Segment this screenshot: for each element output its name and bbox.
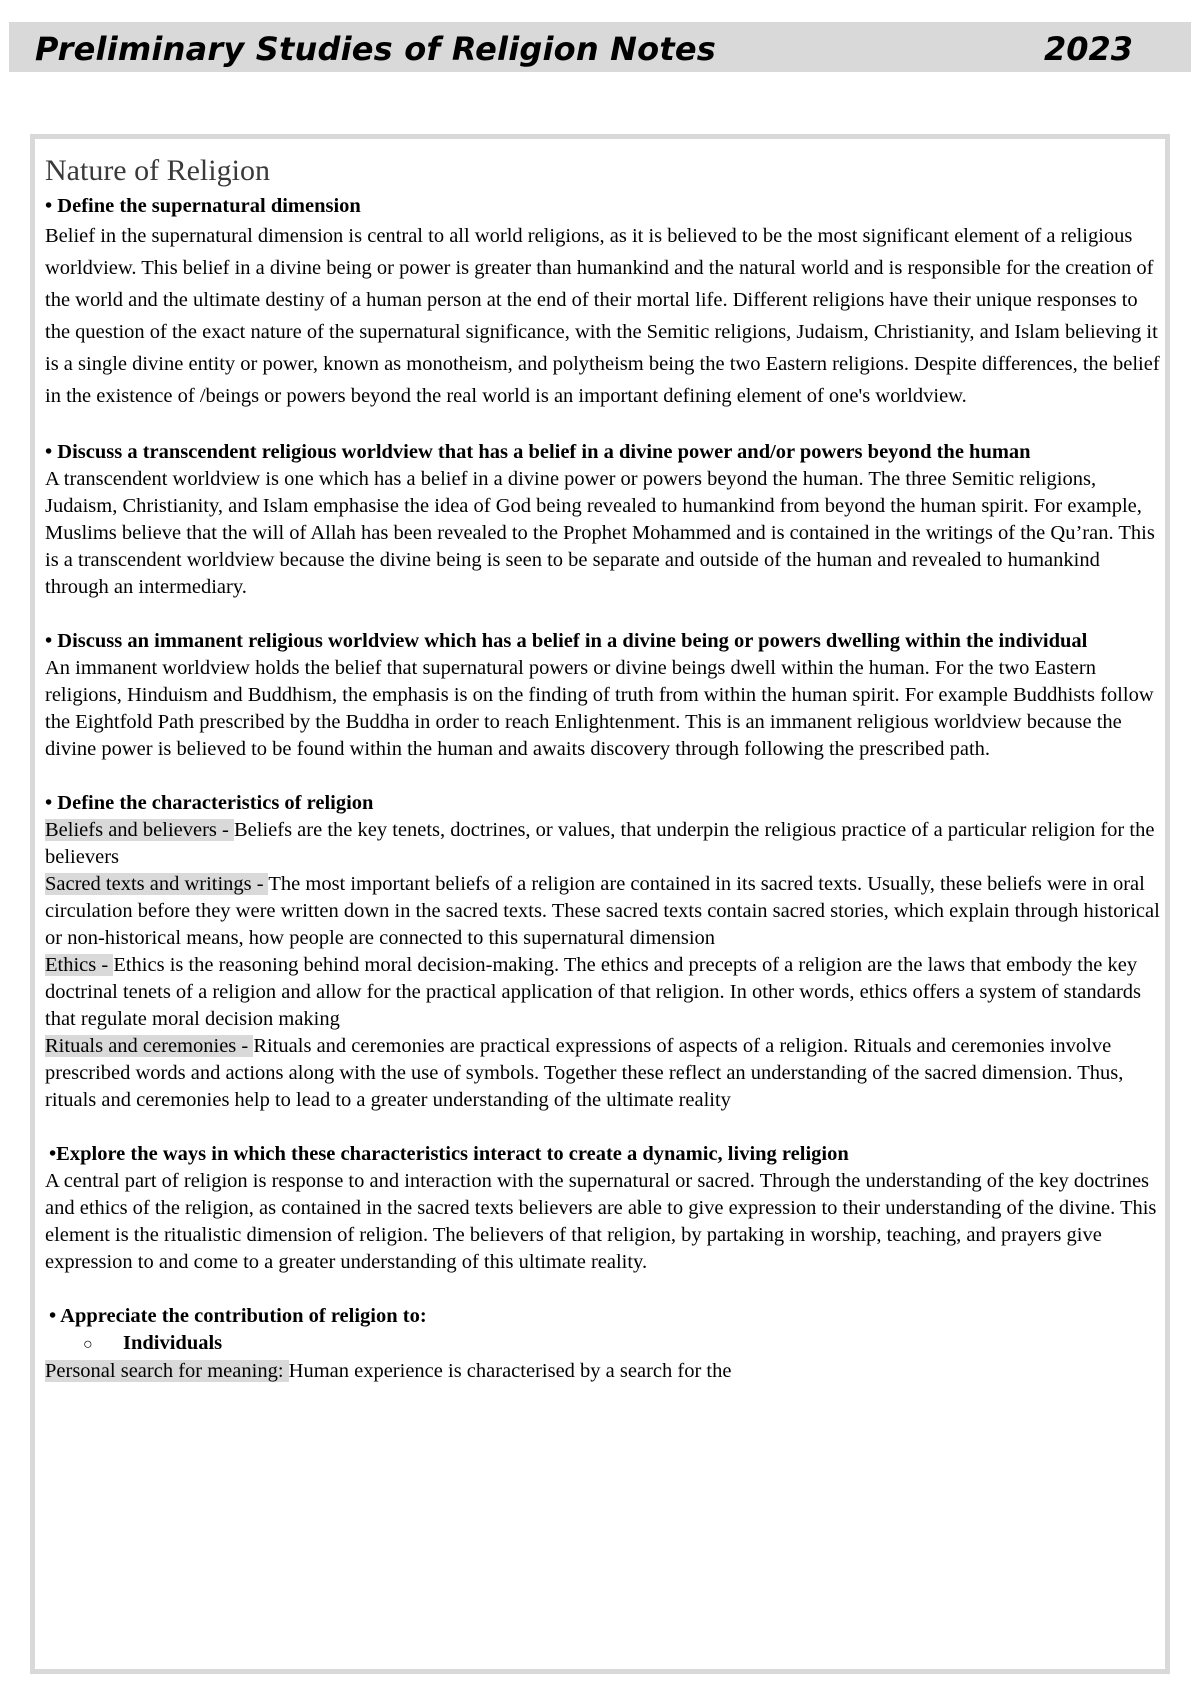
section-heading: Nature of Religion xyxy=(45,154,270,187)
characteristic-term: Beliefs and believers - xyxy=(45,819,234,841)
characteristic-text: Rituals and ceremonies are practical expressions of aspects of a religion. Rituals and ceremonies involve prescribed words and actions along with the use of symbols. Together these reflect an understanding of the sacred dimension. Thus, rituals and ceremonies help to lead to a greater understanding of the ultimate reality xyxy=(45,1035,1124,1111)
answer-supernatural: Belief in the supernatural dimension is central to all world religions, as it is believed to be the most significant element of a religious worldview. This belief in a divine being or power is greater than humankind and the natural world and is responsible for the creation of the world and the ultimate destiny of a human person at the end of their mortal life. Different religions have their unique responses to the question of the exact nature of the supernatural significance, with the Semitic religions, Judaism, Christianity, and Islam believing it is a single divine entity or power, known as monotheism, and polytheism being the two Eastern religions. Despite differences, the belief in the existence of /beings or powers beyond the real world is an important defining element of one's worldview. xyxy=(45,225,1160,407)
characteristic-item xyxy=(45,817,1167,871)
sub-bullet-individuals xyxy=(83,1330,1167,1358)
document-year: 2023 xyxy=(1043,30,1133,68)
question-supernatural: • Define the supernatural dimension xyxy=(45,195,361,217)
characteristic-item xyxy=(45,1033,1167,1114)
answer-immanent: An immanent worldview holds the belief that supernatural powers or divine beings dwell within the human. For the two Eastern religions, Hinduism and Buddhism, the emphasis is on the finding of truth from within the human spirit. For example Buddhists follow the Eightfold Path prescribed by the Buddha in order to reach Enlightenment. This is an immanent religious worldview because the divine power is believed to be found within the human and awaits discovery through following the prescribed path. xyxy=(45,657,1154,760)
characteristic-term: Ethics - xyxy=(45,954,114,976)
answer-transcendent: A transcendent worldview is one which has a belief in a divine power or powers beyond the human. The three Semitic religions, Judaism, Christianity, and Islam emphasise the idea of God being revealed to humankind from beyond the human spirit. For example, Muslims believe that the will of Allah has been revealed to the Prophet Mohammed and is contained in the writings of the Qu’ran. This is a transcendent worldview because the divine being is seen to be separate and outside of the human and revealed to humankind through an intermediary. xyxy=(45,468,1155,598)
characteristic-text: Ethics is the reasoning behind moral decision-making. The ethics and precepts of a religion are the laws that embody the key doctrinal tenets of a religion and allow for the practical application of that religion. In other words, ethics offers a system of standards that regulate moral decision making xyxy=(45,954,1142,1030)
question-appreciate: • Appreciate the contribution of religion to: xyxy=(49,1305,427,1327)
question-explore: •Explore the ways in which these characteristics interact to create a dynamic, living religion xyxy=(49,1143,849,1165)
answer-explore: A central part of religion is response to and interaction with the supernatural or sacred. Through the understanding of the key doctrines and ethics of the religion, as contained in the sacred texts believers are able to give expression to their understanding of the divine. This element is the ritualistic dimension of religion. The believers of that religion, by partaking in worship, teaching, and prayers give expression to and come to a greater understanding of this ultimate reality. xyxy=(45,1170,1157,1273)
characteristic-term: Rituals and ceremonies - xyxy=(45,1035,254,1057)
page-header xyxy=(9,22,1191,72)
question-transcendent: • Discuss a transcendent religious worldview that has a belief in a divine power and/or powers beyond the human xyxy=(45,441,1031,463)
characteristic-text: The most important beliefs of a religion are contained in its sacred texts. Usually, these beliefs were in oral circulation before they were written down in the sacred texts. These sacred texts contain sacred stories, which explain through historical or non-historical means, how people are connected to this supernatural dimension xyxy=(45,873,1160,949)
notes-content xyxy=(45,151,1167,1385)
circle-bullet-icon: ○ xyxy=(83,1336,93,1353)
characteristic-item xyxy=(45,871,1167,952)
characteristic-item xyxy=(45,952,1167,1033)
document-title: Preliminary Studies of Religion Notes xyxy=(35,30,716,68)
characteristic-term: Sacred texts and writings - xyxy=(45,873,269,895)
characteristic-text: Beliefs are the key tenets, doctrines, or values, that underpin the religious practice of a particular religion for the believers xyxy=(45,819,1155,868)
sub-bullet-label: Individuals xyxy=(123,1332,223,1354)
personal-search-item xyxy=(45,1358,1167,1385)
question-characteristics: • Define the characteristics of religion xyxy=(45,792,374,814)
personal-search-text: Human experience is characterised by a search for the xyxy=(288,1360,732,1382)
notes-box xyxy=(30,134,1170,1674)
personal-search-term: Personal search for meaning: xyxy=(45,1360,289,1382)
question-immanent: • Discuss an immanent religious worldview which has a belief in a divine being or powers dwelling within the individual xyxy=(45,630,1088,652)
